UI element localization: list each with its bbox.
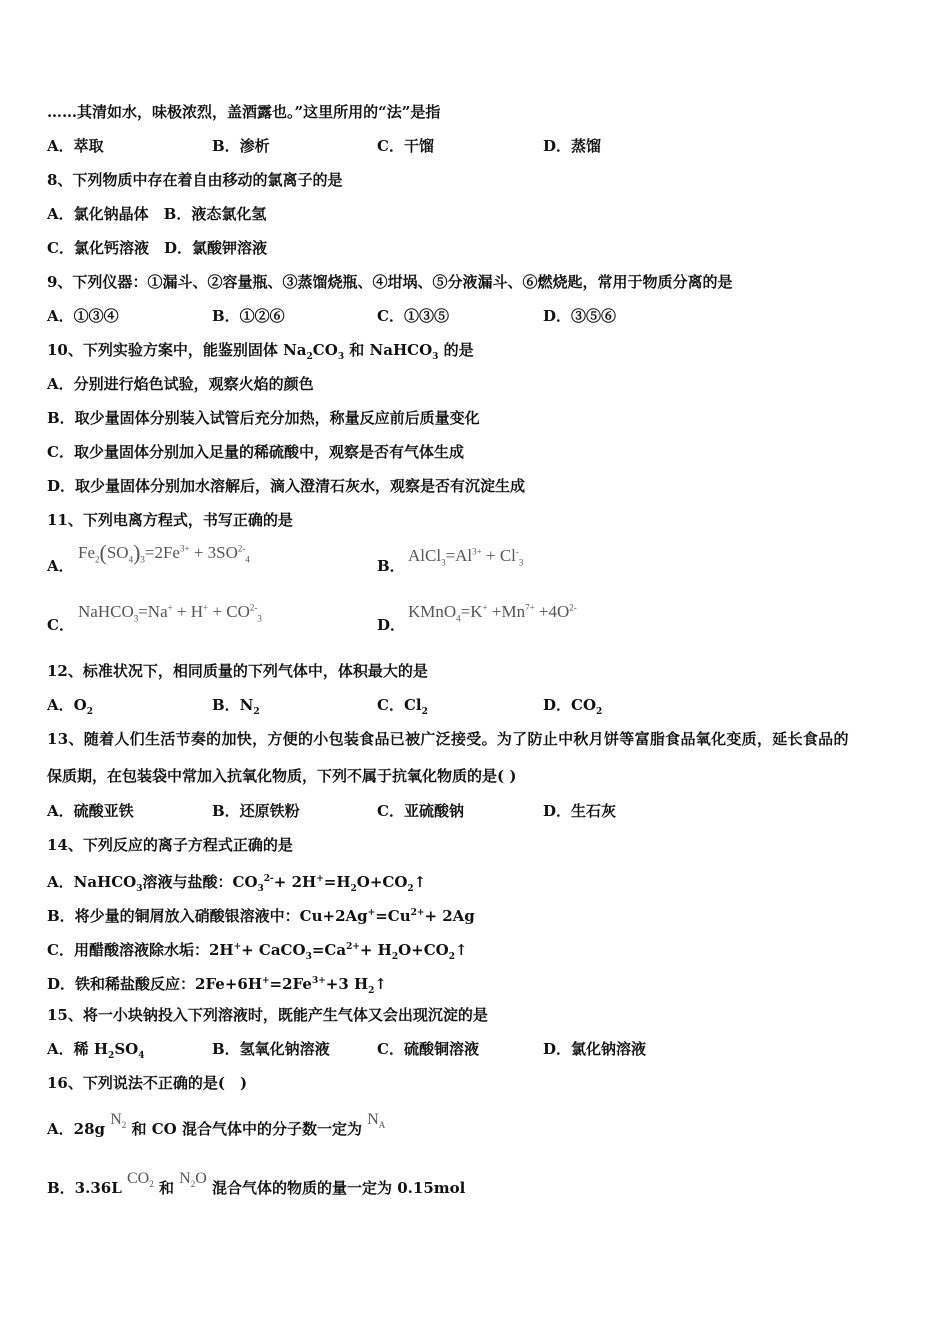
q14-option-b: B．将少量的铜屑放入硝酸银溶液中：$Cu+2Ag^+=Cu^{2+}+ 2Ag$: [47, 907, 475, 925]
q11-label-c: C．: [47, 616, 74, 634]
q10-stem: 10、下列实验方案中，能鉴别固体 $Na_2CO_3$ 和 NaHCO$_3$ 的是: [47, 341, 474, 362]
q9-stem: 9、下列仪器：①漏斗、②容量瓶、③蒸馏烧瓶、④坩埚、⑤分液漏斗、⑥燃烧匙，常用于物质分离的是: [47, 273, 733, 291]
q11-label-d: D．: [377, 616, 406, 634]
q13-stem-line2: 保质期，在包装袋中常加入抗氧化物质，下列不属于抗氧化物质的是( ): [47, 767, 517, 785]
q12-option-c: C．$Cl_2$: [377, 696, 428, 717]
q9-option-b: B．①②⑥: [212, 307, 285, 325]
q7-option-a: A．萃取: [47, 137, 104, 155]
q14-option-d: D．铁和稀盐酸反应：$2Fe+6H^+=2Fe^{3+}+3$ $H_2↑$: [47, 975, 387, 996]
q10-option-a: A．分别进行焰色试验，观察火焰的颜色: [47, 375, 314, 393]
q11-label-b: B．: [377, 557, 405, 575]
q16-option-a: A．28g $N_2$ 和 CO 混合气体中的分子数一定为 $N_A$: [47, 1111, 386, 1138]
q10-option-d: D．取少量固体分别加水溶解后，滴入澄清石灰水，观察是否有沉淀生成: [47, 477, 526, 495]
q10-option-c: C．取少量固体分别加入足量的稀硫酸中，观察是否有气体生成: [47, 443, 464, 461]
q11-formula-b: $AlCl_3=Al^{3+} + Cl^-_3$: [408, 546, 524, 568]
q9-option-a: A．①③④: [47, 307, 119, 325]
q13-option-d: D．生石灰: [543, 802, 617, 820]
q8-options-row1: A．氯化钠晶体 B．液态氯化氢: [47, 205, 267, 223]
q7-option-d: D．蒸馏: [543, 137, 602, 155]
q14-option-c: C．用醋酸溶液除水垢：$2H^++ CaCO_3=Ca^{2+}+$ $H_2O+CO_2↑$: [47, 941, 468, 962]
q13-stem-line1: 13、随着人们生活节奏的加快，方便的小包装食品已被广泛接受。为了防止中秋月饼等富脂食品氧化变质，延长食品的: [47, 730, 849, 748]
q7-option-b: B．渗析: [212, 137, 270, 155]
q11-formula-c: NaHCO$_3$=Na+ + $H^+ + CO^{2-}_3$: [78, 602, 262, 624]
q11-formula-d: KMnO$_4$=K+ $+Mn^{7+} +4O^{2-}$: [408, 602, 577, 624]
q10-option-b: B．取少量固体分别装入试管后充分加热，称量反应前后质量变化: [47, 409, 480, 427]
q16-stem: 16、下列说法不正确的是( ): [47, 1074, 248, 1092]
q13-option-a: A．硫酸亚铁: [47, 802, 134, 820]
q15-option-b: B．氢氧化钠溶液: [212, 1040, 330, 1058]
q9-option-d: D．③⑤⑥: [543, 307, 617, 325]
q14-stem: 14、下列反应的离子方程式正确的是: [47, 836, 293, 854]
q15-stem: 15、将一小块钠投入下列溶液时，既能产生气体又会出现沉淀的是: [47, 1006, 488, 1024]
q15-option-d: D．氯化钠溶液: [543, 1040, 647, 1058]
q7-option-c: C．干馏: [377, 137, 434, 155]
q13-option-b: B．还原铁粉: [212, 802, 300, 820]
q11-label-a: A．: [47, 557, 74, 575]
q9-option-c: C．①③⑤: [377, 307, 449, 325]
q15-option-c: C．硫酸铜溶液: [377, 1040, 479, 1058]
q8-options-row2: C．氯化钙溶液 D．氯酸钾溶液: [47, 239, 267, 257]
q8-stem: 8、下列物质中存在着自由移动的氯离子的是: [47, 171, 343, 189]
q12-stem: 12、标准状况下，相同质量的下列气体中，体积最大的是: [47, 662, 428, 680]
q11-stem: 11、下列电离方程式，书写正确的是: [47, 511, 293, 529]
q14-option-a: A．NaHCO$_3$溶液与盐酸：$CO_3^{2-}+$ $2H^+=H_2O+CO_2↑$: [47, 873, 427, 894]
q12-option-b: B．$N_2$: [212, 696, 260, 717]
q12-option-d: D．$CO_2$: [543, 696, 603, 717]
q11-formula-a: $Fe_2(SO_4)_3=2Fe^{3+} + 3SO^{2-}_4$: [78, 540, 250, 565]
q7-stem: ……其清如水，味极浓烈，盖酒露也。”这里所用的“法”是指: [47, 103, 441, 121]
q16-option-b: B．3.36L $CO_2$ 和 $N_2O$ 混合气体的物质的量一定为 0.15mol: [47, 1170, 466, 1197]
q15-option-a: A．稀 $H_2SO_4$: [47, 1040, 145, 1061]
q13-option-c: C．亚硫酸钠: [377, 802, 464, 820]
q12-option-a: A．$O_2$: [47, 696, 93, 717]
